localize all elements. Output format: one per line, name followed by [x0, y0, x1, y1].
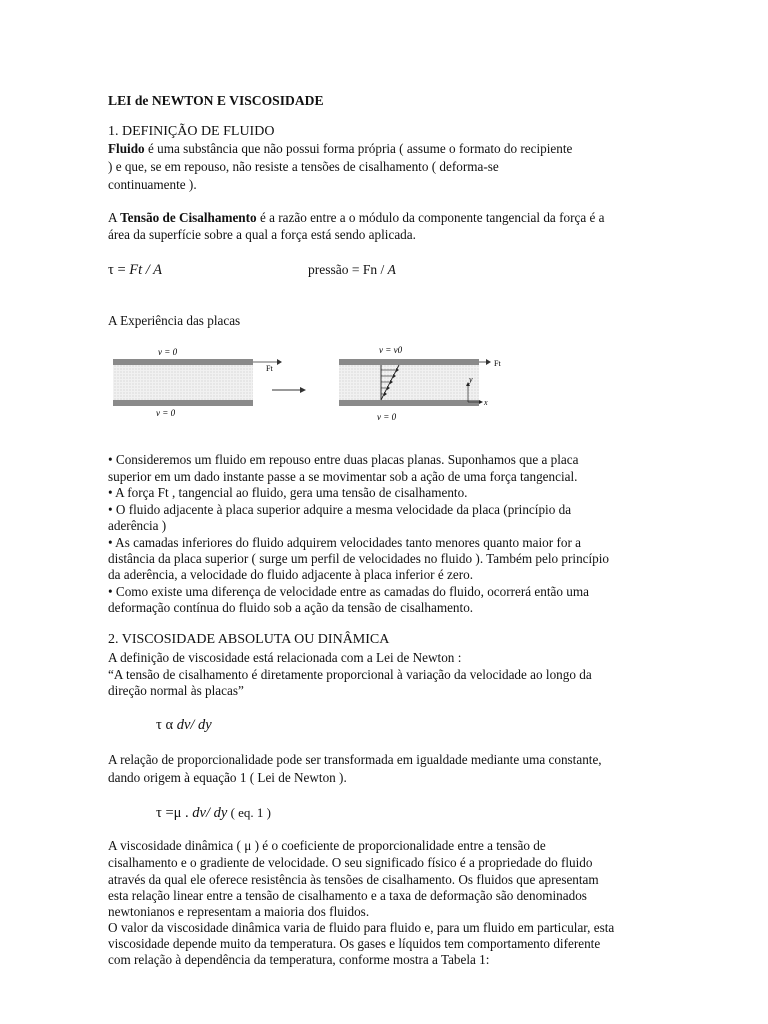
right-bottom-velocity-label: v = 0	[377, 412, 397, 422]
formula-tau-rhs: Ft / A	[129, 262, 163, 278]
bullet-line-6: • As camadas inferiores do fluido adquirem velocidades tanto menores quanto maior for a	[108, 535, 581, 550]
section-2-p3-line-3: através da qual ele oferece resistência às tensões de cisalhamento. Os fluidos que apresentam	[108, 872, 599, 887]
bullet-line-1: • Consideremos um fluido em repouso entre duas placas planas. Suponhamos que a placa	[108, 452, 579, 467]
bullet-line-7: distância da placa superior ( surge um perfil de velocidades no fluido ). Também pelo princípio	[108, 551, 610, 566]
section-2-p3-line-2: cisalhamento e o gradiente de velocidade. O seu significado físico é a propriedade do fluido	[108, 855, 593, 870]
tensao-def-text-1: é a razão entre a o módulo da componente tangencial da força é a	[256, 210, 605, 225]
section-2-p1-line-3: direção normal às placas”	[108, 683, 244, 698]
section-2-p1-line-2: “A tensão de cisalhamento é diretamente proporcional à variação da velocidade ao longo da	[108, 667, 592, 682]
section-2-heading: 2. VISCOSIDADE ABSOLUTA OU DINÂMICA	[108, 632, 390, 647]
fluido-definition-line-3: continuamente ).	[108, 177, 197, 192]
formula-pressao-text: pressão = Fn /	[308, 262, 388, 277]
fluido-term: Fluido	[108, 141, 145, 156]
right-top-velocity-label: v = v0	[379, 345, 403, 355]
formula-tau-lhs: τ =	[108, 262, 126, 278]
formula-tau	[108, 262, 162, 279]
right-fluid-region	[339, 364, 479, 400]
left-top-velocity-label: v = 0	[158, 347, 178, 357]
fluido-definition-line-1	[108, 141, 572, 157]
left-bottom-plate	[113, 400, 253, 406]
right-top-plate	[339, 359, 479, 365]
tensao-term: Tensão de Cisalhamento	[120, 210, 257, 225]
right-bottom-plate	[339, 400, 479, 406]
formula-proportional	[156, 717, 212, 734]
bullet-line-2: superior em um dado instante passe a se movimentar sob a ação de uma força tangencial.	[108, 469, 578, 484]
formula-proportional-rhs: dv/ dy	[176, 717, 212, 733]
left-fluid-region	[113, 364, 253, 400]
formula-pressao-area: A	[387, 262, 396, 277]
section-2-p3-line-5: newtonianos e representam a maioria dos fluidos.	[108, 904, 370, 919]
formula-pressao	[308, 262, 396, 278]
section-2-p1-line-1: A definição de viscosidade está relacionada com a Lei de Newton :	[108, 650, 462, 665]
transition-arrowhead	[300, 387, 306, 393]
section-2-p2-line-2: dando origem à equação 1 ( Lei de Newton ).	[108, 770, 347, 785]
section-2-p3-line-7: viscosidade depende muito da temperatura. Os gases e líquidos tem comportamento diferente	[108, 936, 601, 951]
formula-proportional-lhs: τ α	[156, 717, 177, 733]
fluido-definition-line-2: ) e que, se em repouso, não resiste a tensões de cisalhamento ( deforma-se	[108, 159, 499, 174]
bullet-line-4: • O fluido adjacente à placa superior adquire a mesma velocidade da placa (princípio da	[108, 502, 572, 517]
tensao-prefix: A	[108, 210, 121, 225]
bullet-line-5: aderência )	[108, 518, 167, 533]
section-2-p3-line-6: O valor da viscosidade dinâmica varia de fluido para fluido e, para um fluido em particular, esta	[108, 920, 615, 935]
bullet-line-8: da aderência, a velocidade do fluido adjacente à placa inferior é zero.	[108, 567, 474, 582]
formula-eq1-lhs: τ =μ .	[156, 805, 193, 821]
left-top-plate	[113, 359, 253, 365]
right-force-arrowhead	[486, 359, 491, 365]
plates-diagram	[0, 338, 768, 428]
experiencia-title: A Experiência das placas	[108, 313, 241, 328]
bullet-line-3: • A força Ft , tangencial ao fluido, gera uma tensão de cisalhamento.	[108, 485, 468, 500]
section-2-p3-line-4: esta relação linear entre a tensão de cisalhamento e a taxa de deformação são denominados	[108, 888, 587, 903]
document-title: LEI de NEWTON E VISCOSIDADE	[108, 93, 324, 108]
axis-x-label: x	[484, 398, 488, 407]
tensao-definition-line-2: área da superfície sobre a qual a força está sendo aplicada.	[108, 227, 416, 242]
left-bottom-velocity-label: v = 0	[156, 408, 176, 418]
right-force-label: Ft	[494, 359, 501, 368]
section-2-p3-line-8: com relação à dependência da temperatura, conforme mostra a Tabela 1:	[108, 952, 490, 967]
tensao-definition-line-1	[108, 210, 604, 226]
axis-y-label: y	[469, 375, 473, 384]
left-force-arrowhead	[277, 359, 282, 365]
formula-eq1	[156, 805, 271, 822]
left-force-label: Ft	[266, 364, 273, 373]
section-2-p3-line-1: A viscosidade dinâmica ( μ ) é o coeficiente de proporcionalidade entre a tensão de	[108, 838, 546, 853]
formula-eq1-rhs: dv/ dy	[192, 805, 228, 821]
formula-eq1-label: ( eq. 1 )	[227, 805, 271, 820]
fluido-def-text-1: é uma substância que não possui forma própria ( assume o formato do recipiente	[144, 141, 573, 156]
section-2-p2-line-1: A relação de proporcionalidade pode ser transformada em igualdade mediante uma constante,	[108, 752, 602, 767]
section-1-heading: 1. DEFINIÇÃO DE FLUIDO	[108, 124, 275, 139]
bullet-line-9: • Como existe uma diferença de velocidade entre as camadas do fluido, ocorrerá então uma	[108, 584, 589, 599]
bullet-line-10: deformação contínua do fluido sob a ação da tensão de cisalhamento.	[108, 600, 474, 615]
